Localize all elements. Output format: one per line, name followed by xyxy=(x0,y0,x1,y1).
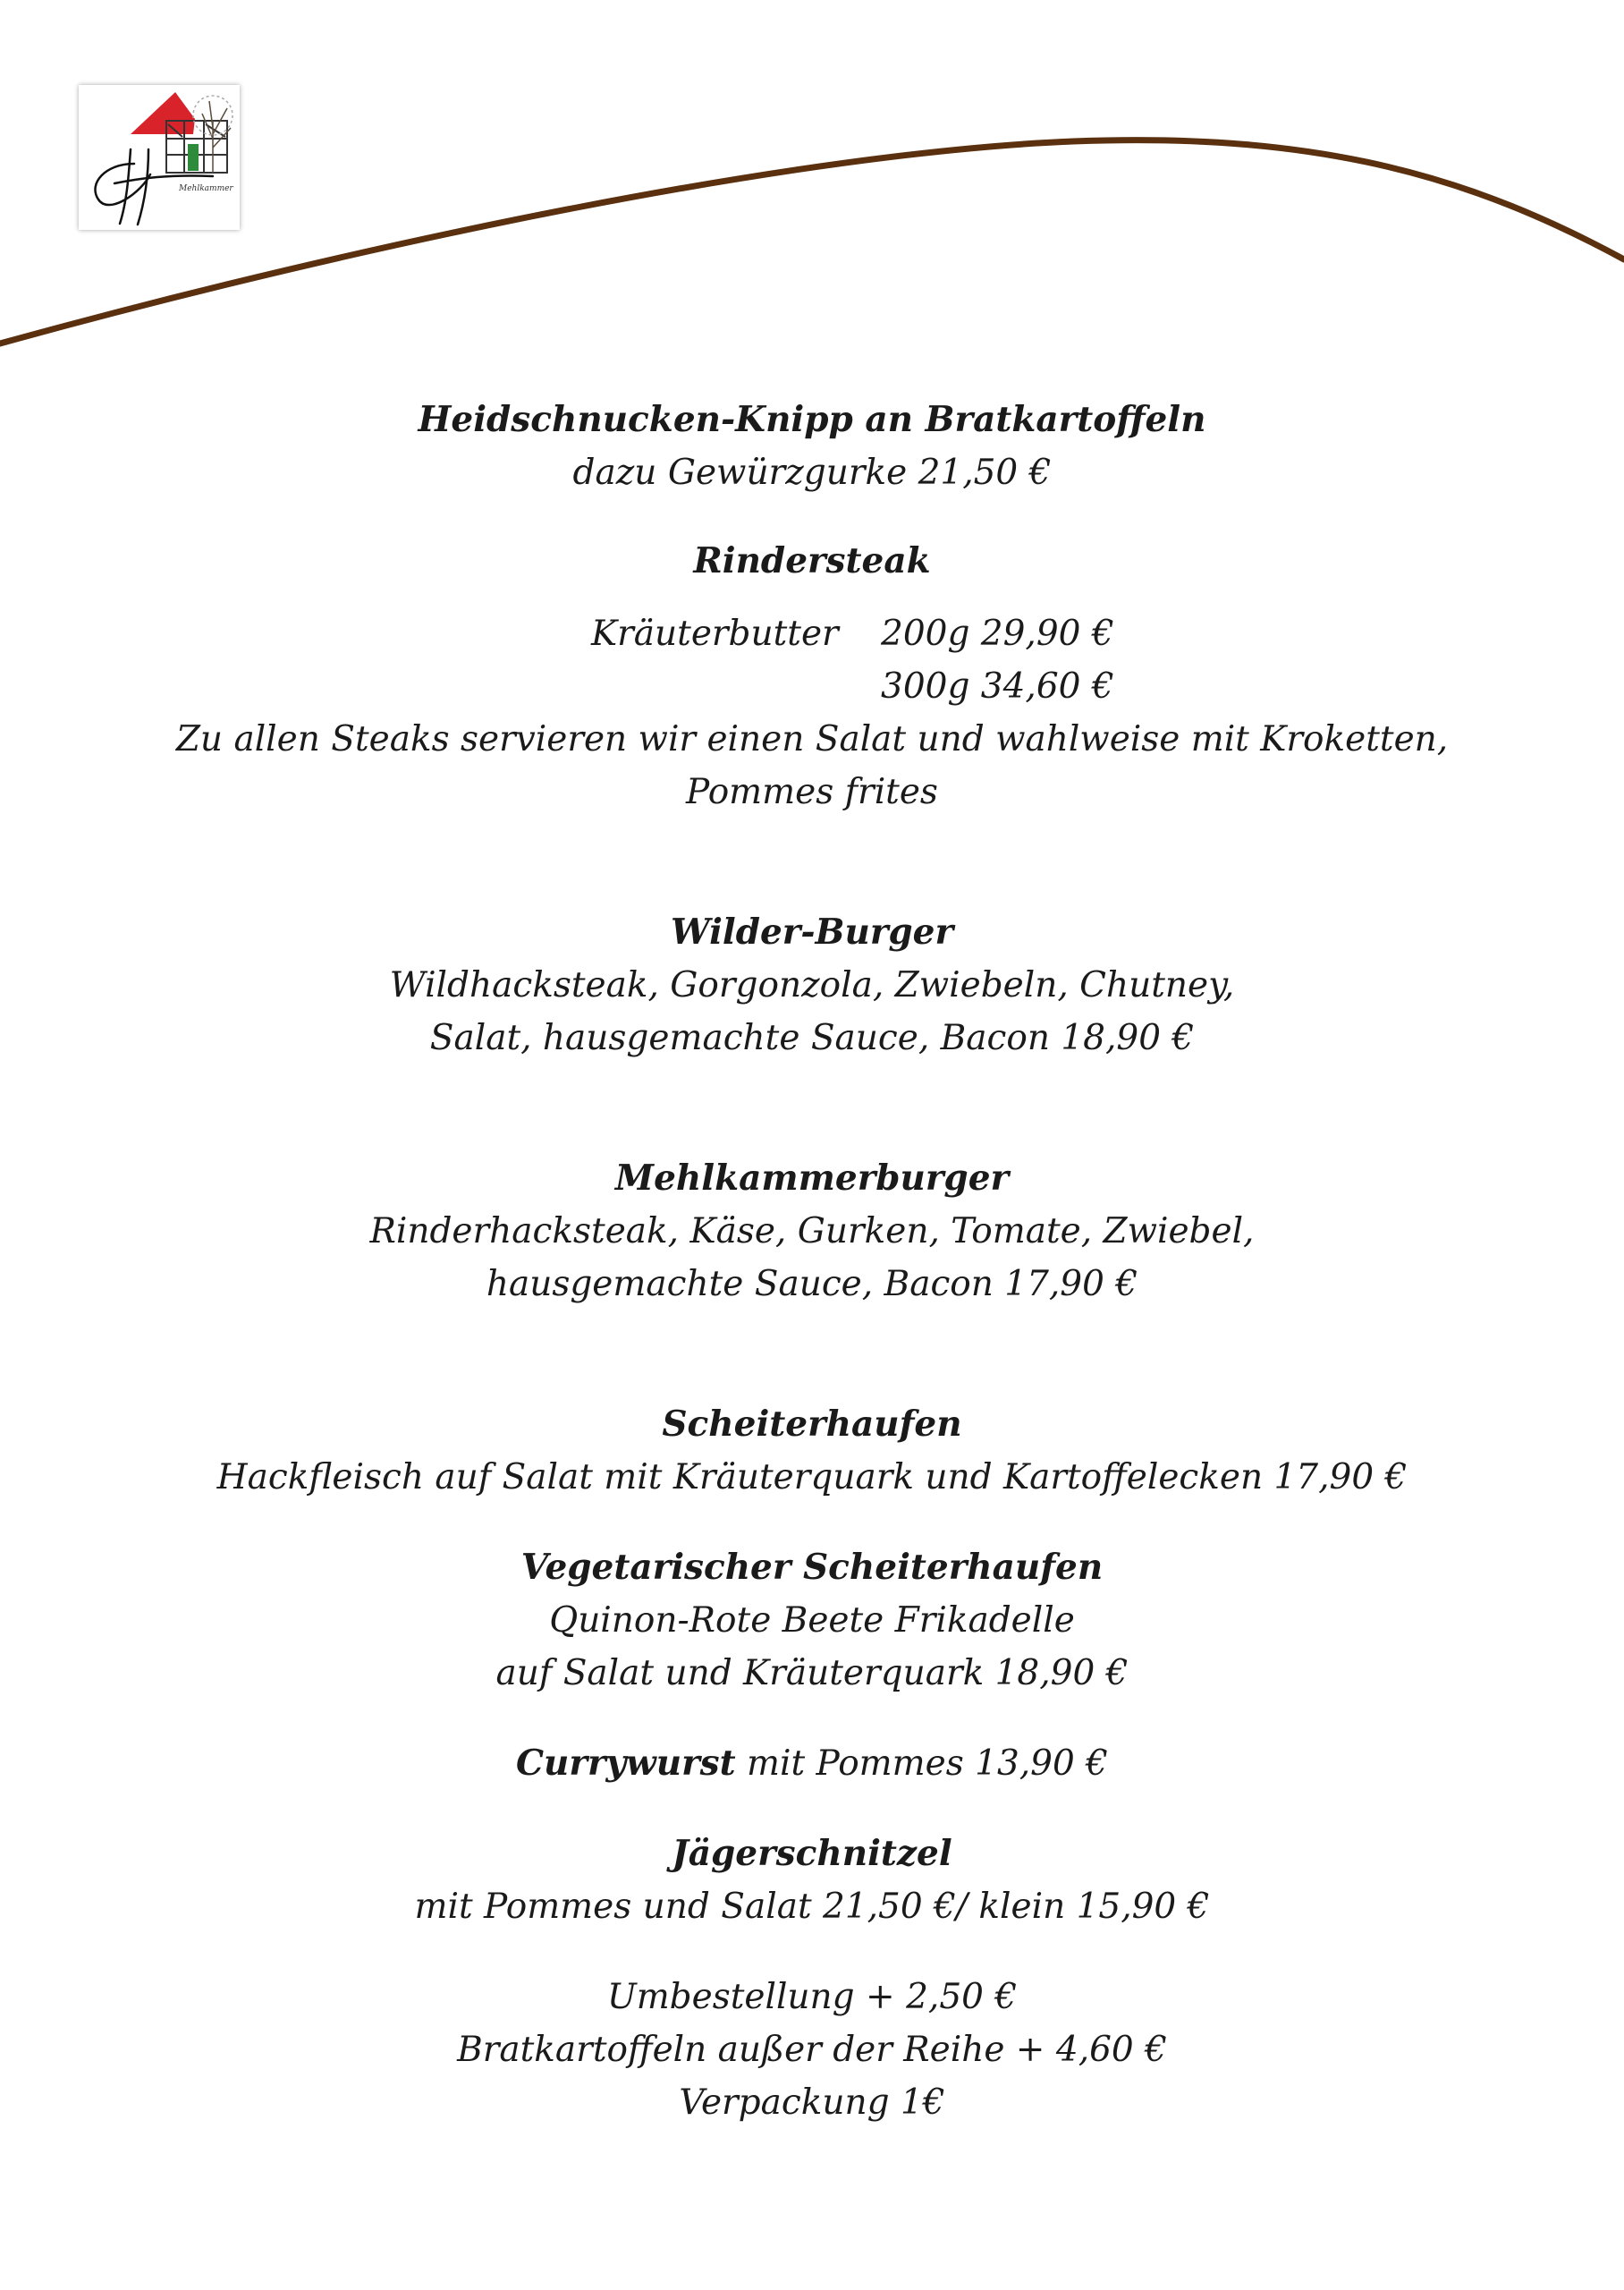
dish-title-scheiterhaufen: Scheiterhaufen xyxy=(662,1404,962,1445)
dish-desc-wilder-burger-1: Wildhacksteak, Gorgonzola, Zwiebeln, Chutney, xyxy=(389,965,1235,1005)
dish-currywurst xyxy=(0,1737,1624,1790)
steak-price-200: 200g 29,90 € xyxy=(881,614,1114,654)
dish-desc-knipp: dazu Gewürzgurke 21,50 € xyxy=(572,453,1052,493)
extra-umbestellung: Umbestellung + 2,50 € xyxy=(606,1977,1018,2017)
dish-desc-mehlkammerburger-1: Rinderhacksteak, Käse, Gurken, Tomate, Zwiebel, xyxy=(369,1211,1255,1251)
dish-title-wilder-burger: Wilder-Burger xyxy=(670,912,954,953)
steak-price-row-200 xyxy=(0,607,1624,660)
dish-desc-mehlkammerburger-2: hausgemachte Sauce, Bacon 17,90 € xyxy=(486,1264,1138,1304)
steak-price-300: 300g 34,60 € xyxy=(881,666,1114,707)
dish-title-jaegerschnitzel: Jägerschnitzel xyxy=(672,1833,952,1874)
steak-topping-label: Kräuterbutter xyxy=(591,614,839,654)
logo-text: Mehlkammer xyxy=(179,184,233,193)
steak-note-line1: Zu allen Steaks servieren wir einen Salat und wahlweise mit Kroketten, xyxy=(175,719,1449,759)
steak-price-row-300 xyxy=(0,660,1624,713)
dish-desc-jaegerschnitzel: mit Pommes und Salat 21,50 €/ klein 15,90 € xyxy=(414,1887,1210,1927)
dish-desc-scheiterhaufen: Hackfleisch auf Salat mit Kräuterquark und Kartoffelecken 17,90 € xyxy=(216,1457,1408,1497)
dish-title-currywurst: Currywurst xyxy=(516,1743,736,1784)
extra-verpackung: Verpackung 1€ xyxy=(679,2082,945,2123)
dish-title-mehlkammerburger: Mehlkammerburger xyxy=(614,1158,1010,1199)
extra-bratkartoffeln: Bratkartoffeln außer der Reihe + 4,60 € xyxy=(457,2030,1167,2070)
dish-title-rindersteak: Rindersteak xyxy=(693,540,931,581)
dish-title-veg-scheiterhaufen: Vegetarischer Scheiterhaufen xyxy=(520,1547,1104,1588)
dish-desc-currywurst: mit Pommes 13,90 € xyxy=(735,1743,1108,1784)
dish-desc-veg-scheiterhaufen-2: auf Salat und Kräuterquark 18,90 € xyxy=(495,1653,1129,1693)
dish-desc-wilder-burger-2: Salat, hausgemachte Sauce, Bacon 18,90 € xyxy=(429,1018,1195,1058)
steak-note-line2: Pommes frites xyxy=(686,772,938,812)
decorative-swoosh xyxy=(0,0,1624,376)
restaurant-logo xyxy=(79,85,240,230)
dish-title-knipp: Heidschnucken-Knipp an Bratkartoffeln xyxy=(418,399,1206,440)
menu-content xyxy=(0,394,1624,2129)
dish-desc-veg-scheiterhaufen-1: Quinon-Rote Beete Frikadelle xyxy=(549,1600,1075,1641)
